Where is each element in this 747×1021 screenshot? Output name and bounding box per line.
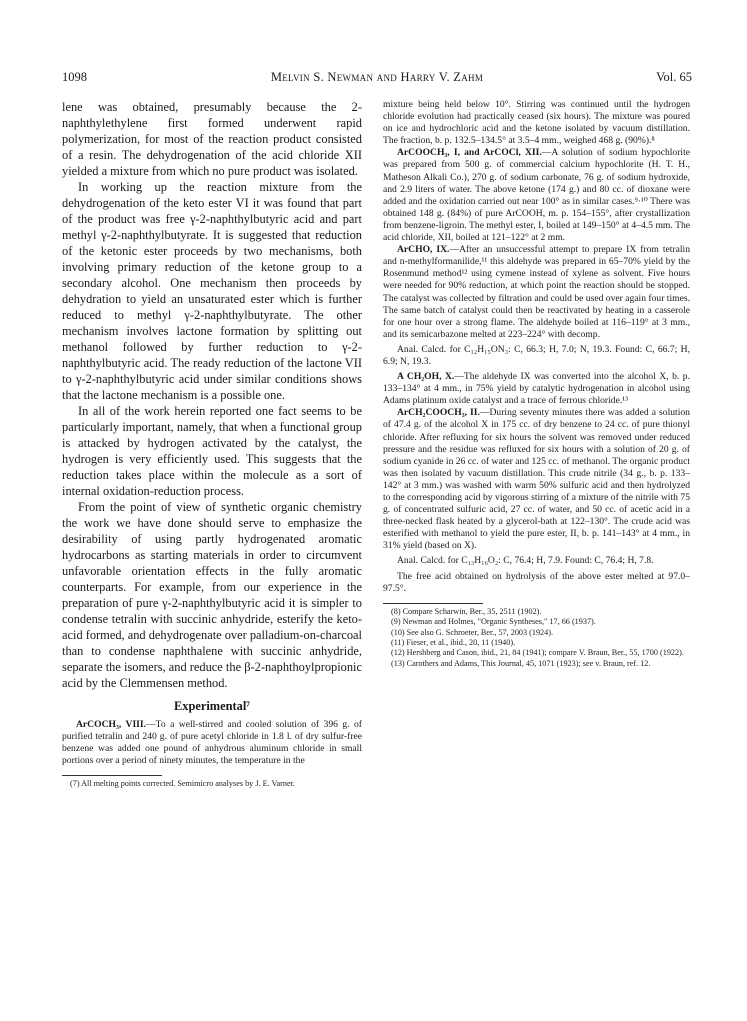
paragraph-text: —After an unsuccessful attempt to prepare IX from tetralin and n-methylformanilide,¹¹ this aldehyde was prepared in 65–70% yield by the Rosenmund method¹² using cymene instead of xylene as solvent. Five hours were needed for 90% reduction, at which point the reaction should be stopped. The catalyst was collected by filtration and could be used over again four times. The same batch of catalyst could then be reactivated by heating in a casserole for one hour over a strong flame. The aldehyde boiled at 116–119° at 3 mm., and its semicarbazone melted at 223–224° with decomp. (383, 244, 690, 340)
footnote: (9) Newman and Holmes, "Organic Syntheses," 17, 66 (1937). (391, 617, 596, 627)
left-column (62, 99, 362, 790)
paragraph-text: —A solution of sodium hypochlorite was prepared from 500 g. of commercial calcium hypochlorite (H. T. H., Matheson Alkali Co.), 270 g. of sodium carbonate, 76 g. of sodium hydroxide, and 2.9 liters of water. The above ketone (174 g.) and 80 cc. of dioxane were added and the oxidation carried out near 100° as in similar cases.⁹·¹⁰ There was obtained 148 g. (84%) of pure ArCOOH, m. p. 154–155°, after crystallization from benzene-ligroin. The methyl ester, I, boiled at 149–150° at 4–4.5 mm. The acid chloride, XII, boiled at 121–122° at 2 mm. (383, 147, 690, 244)
footnote-divider (62, 775, 162, 776)
footnote: (12) Hershberg and Cason, ibid., 21, 84 (1941); compare V. Braun, Ber., 55, 1700 (1922). (391, 648, 684, 658)
experimental-paragraph (383, 407, 690, 552)
paragraph: lene was obtained, presumably because the 2-naphthylethylene first formed underwent rapid polymerization, for most of the reaction product consisted of a resin. The dehydrogenation of the acid chloride XII yielded a mixture from which no pure product was isolated. (62, 100, 362, 178)
paragraph: The free acid obtained on hydrolysis of the above ester melted at 97.0–97.5°. (383, 570, 690, 594)
compound-label: ArCHO, IX. (397, 244, 450, 256)
paragraph: In working up the reaction mixture from the dehydrogenation of the keto ester VI it was found that part of the product was free γ-2-naphthylbutyric acid and part methyl γ-2-naphthylbutyrate. It is suggested that reduction of the ketonic ester proceeds by two mechanisms, both involving primary reduction of the ketone group to a secondary alcohol. One mechanism then proceeds by dehydration to yield an unsaturated ester which is further reduced to methyl γ-2-naphthylbutyrate. The other mechanism involves lactone formation by splitting out methanol followed by further reduction to γ-2-naphthylbutyric acid. The ready reduction of the lactone VII to γ-2-naphthylbutyric acid under similar conditions shows that the lactone mechanism is a possible one. (62, 180, 362, 402)
page-number: 1098 (62, 70, 87, 84)
compound-label: A CH₂OH, X. (397, 371, 455, 383)
analysis-line: Anal. Calcd. for C₁₂H₁₅ON₃: C, 66.3; H, 7.0; N, 19.3. Found: C, 66.7; H, 6.9; N, 19.3. (383, 343, 690, 367)
running-header (62, 70, 692, 86)
volume-label: Vol. 65 (656, 70, 692, 84)
paragraph-text: —During seventy minutes there was added a solution of 47.4 g. of the alcohol X in 175 cc. of dry benzene to 24 cc. of pure thionyl chloride. After refluxing for six hours the solvent was removed under reduced pressure and the residue was refluxed for six hours with a solution of 20 g. of sodium cyanide in 26 cc. of water and 125 cc. of methanol. The organic product was then isolated by vacuum distillation. This crude nitrile (34 g., b. p. 133–142° at 3 mm.) was washed with warm 50% sulfuric acid and then hydrolyzed to the corresponding acid by vigorous stirring of a mixture of the nitrile with 75 g. of concentrated sulfuric acid, 27 cc. of water, and 50 cc. of acetic acid in a three-necked flask heated by a glycerol-bath at 122–130°. The crude acid was esterified with methanol to yield the pure ester, II, b. p. 141–143° at 4 mm., in 31% yield (based on X). (383, 407, 690, 552)
footnote: (8) Compare Scharwin, Ber., 35, 2511 (1902). (391, 606, 542, 616)
running-authors: Melvin S. Newman and Harry V. Zahm (270, 70, 484, 84)
experimental-paragraph (383, 244, 690, 341)
footnote: (11) Fieser, et al., ibid., 20, 11 (1940). (391, 637, 516, 647)
section-heading: Experimental⁷ (174, 699, 250, 713)
footnote-divider (383, 603, 483, 604)
analysis-line: Anal. Calcd. for C₁₃H₁₆O₂: C, 76.4; H, 7.9. Found: C, 76.4; H, 7.8. (397, 555, 654, 567)
experimental-paragraph (383, 371, 690, 407)
footnote: (10) See also G. Schroeter, Ber., 57, 2003 (1924). (391, 627, 554, 637)
compound-label: ArCOCH₃, VIII. (76, 719, 147, 730)
compound-label: ArCOOCH₃, I, and ArCOCl, XII. (397, 147, 542, 159)
paragraph: mixture being held below 10°. Stirring was continued until the hydrogen chloride evolution had practically ceased (six hours). The mixture was poured on ice and hydrochloric acid and the ketone isolated by vacuum distillation. The fraction, b. p. 132.5–134.5° at 3.5–4 mm., weighed 468 g. (90%).⁸ (383, 99, 690, 147)
footnote: (13) Carothers and Adams, This Journal, 45, 1071 (1923); see v. Braun, ref. 12. (391, 658, 651, 668)
compound-label: ArCH₂COOCH₃, II. (397, 407, 480, 419)
footnote: (7) All melting points corrected. Semimicro analyses by J. E. Varner. (70, 779, 295, 789)
paragraph-text: —To a well-stirred and cooled solution of 396 g. of purified tetralin and 240 g. of pure acetyl chloride in 1.8 l. of dry sulfur-free benzene was added one pound of anhydrous aluminum chloride in small portions over a period of ninety minutes, the temperature in the (62, 719, 362, 767)
paragraph: From the point of view of synthetic organic chemistry the work we have done should serve to emphasize the desirability of using partly hydrogenated aromatic hydrocarbons as starting materials in order to circumvent unfavorable orientation effects in the fully aromatic counterparts. For example, from our experience in the preparation of pure γ-2-naphthylbutyric acid it is simpler to condense tetralin with succinic anhydride, esterify the keto-acid formed, and dehydrogenate over palladium-on-charcoal than to condense naphthalene with succinic anhydride, separate the isomers, and reduce the β-2-naphthoylpropionic acid by the Clemmensen method. (62, 500, 362, 690)
experimental-paragraph (62, 719, 362, 767)
paragraph-text: —The aldehyde IX was converted into the alcohol X, b. p. 133–134° at 4 mm., in 75% yield by catalytic hydrogenation in alcohol using Adams platinum oxide catalyst and a trace of ferrous chloride.¹³ (383, 371, 690, 407)
paragraph: In all of the work herein reported one fact seems to be particularly important, namely, that when a functional group is attacked by hydrogen activated by the catalyst, the hydrogen is very efficiently used. This suggests that the reduction takes place within the molecule as a sort of internal oxidation-reduction process. (62, 404, 362, 498)
experimental-paragraph (383, 147, 690, 244)
right-column (383, 99, 690, 669)
